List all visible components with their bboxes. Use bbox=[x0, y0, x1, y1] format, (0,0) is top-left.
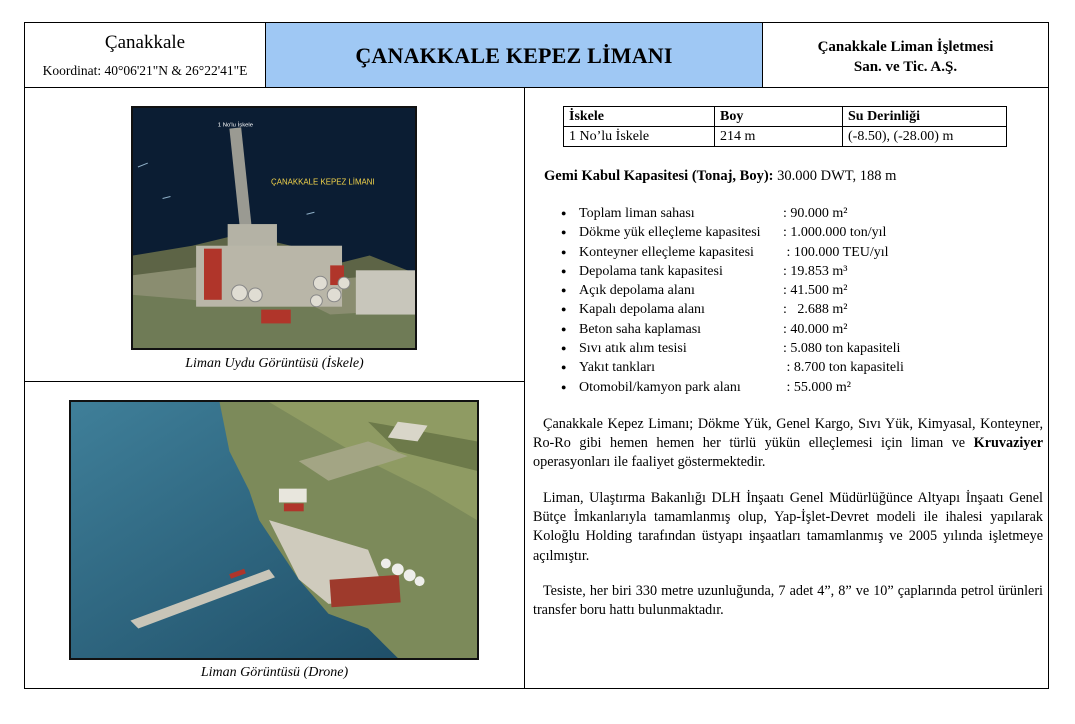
paragraph-bold-text: Kruvaziyer bbox=[973, 435, 1043, 452]
fact-label: Depolama tank kapasitesi bbox=[579, 263, 723, 279]
description-paragraph-1 bbox=[533, 415, 1043, 473]
list-item bbox=[561, 223, 904, 242]
satellite-image bbox=[131, 106, 417, 350]
list-item bbox=[561, 320, 904, 339]
fact-value: : 5.080 ton kapasiteli bbox=[783, 341, 901, 357]
list-item bbox=[561, 281, 904, 300]
document-frame bbox=[24, 22, 1049, 689]
fact-value: : 41.500 m² bbox=[783, 283, 848, 299]
fact-label: Otomobil/kamyon park alanı bbox=[579, 379, 741, 395]
table-row bbox=[564, 127, 1007, 147]
fact-label: Yakıt tankları bbox=[579, 360, 655, 376]
description-paragraph-2: Liman, Ulaştırma Bakanlığı DLH İnşaatı Genel Müdürlüğünce Altyapı İnşaatı Genel Bütçe İmkanlarıyla tamamlanmış olup, Yap-İşlet-Devret modeli ile ihalesi yapılarak Koloğlu Holding tarafından üstyapı inşaatları tamamlanmış ve 2005 yılında işletmeye açılmıştır. bbox=[533, 490, 1043, 564]
satellite-graphic bbox=[133, 108, 415, 348]
coordinates: Koordinat: 40°06'21"N & 26°22'41"E bbox=[42, 63, 248, 78]
operator-line-1: Çanakkale Liman İşletmesi bbox=[817, 39, 994, 55]
facility-facts-list bbox=[561, 204, 904, 397]
list-item bbox=[561, 358, 904, 377]
satellite-cell bbox=[25, 88, 524, 382]
table-cell: (-8.50), (-28.00) m bbox=[843, 127, 1007, 147]
fact-label: Konteyner elleçleme kapasitesi bbox=[579, 244, 754, 260]
table-header: İskele bbox=[564, 107, 715, 127]
fact-label: Kapalı depolama alanı bbox=[579, 302, 705, 318]
fact-value: : 55.000 m² bbox=[783, 379, 851, 395]
fact-value: : 100.000 TEU/yıl bbox=[783, 244, 889, 260]
pier-spec-table bbox=[563, 106, 1007, 147]
fact-value: : 2.688 m² bbox=[783, 302, 848, 318]
fact-label: Sıvı atık alım tesisi bbox=[579, 341, 687, 357]
drone-cell bbox=[25, 382, 524, 688]
pier-label: 1 No'lu İskele bbox=[217, 122, 254, 129]
page-title: ÇANAKKALE KEPEZ LİMANI bbox=[266, 23, 762, 88]
satellite-caption: Liman Uydu Görüntüsü (İskele) bbox=[185, 356, 364, 371]
table-header: Su Derinliği bbox=[843, 107, 1007, 127]
drone-caption: Liman Görüntüsü (Drone) bbox=[200, 665, 349, 680]
drone-image bbox=[69, 400, 479, 660]
city-name: Çanakkale bbox=[104, 32, 186, 53]
list-item bbox=[561, 262, 904, 281]
fact-label: Beton saha kaplaması bbox=[579, 321, 702, 337]
drone-graphic bbox=[71, 402, 477, 658]
fact-value: : 19.853 m³ bbox=[783, 263, 848, 279]
fact-value: : 1.000.000 ton/yıl bbox=[783, 225, 887, 241]
description-paragraph-3: Tesiste, her biri 330 metre uzunluğunda, 7 adet 4”, 8” ve 10” çaplarında petrol ürünleri transfer boru hattı bulunmaktadır. bbox=[533, 583, 1043, 619]
list-item bbox=[561, 339, 904, 358]
operator-name bbox=[762, 23, 1048, 88]
fact-label: Açık depolama alanı bbox=[579, 283, 695, 299]
ship-capacity-value: 30.000 DWT, 188 m bbox=[773, 168, 897, 184]
paragraph-text: operasyonları ile faaliyet göstermektedir. bbox=[533, 454, 766, 471]
info-column bbox=[525, 88, 1048, 688]
operator-line-2: San. ve Tic. A.Ş. bbox=[853, 59, 958, 75]
table-header: Boy bbox=[715, 107, 843, 127]
image-column bbox=[25, 88, 525, 688]
list-item bbox=[561, 243, 904, 262]
ship-capacity bbox=[544, 168, 896, 185]
fact-value: : 8.700 ton kapasiteli bbox=[783, 360, 904, 376]
port-label: ÇANAKKALE KEPEZ LİMANI bbox=[271, 177, 375, 187]
table-cell: 214 m bbox=[715, 127, 843, 147]
ship-capacity-label: Gemi Kabul Kapasitesi (Tonaj, Boy): bbox=[544, 168, 774, 184]
fact-value: : 90.000 m² bbox=[783, 206, 848, 221]
fact-label: Toplam liman sahası bbox=[579, 206, 695, 221]
list-item bbox=[561, 204, 904, 223]
table-header-row bbox=[564, 107, 1007, 127]
header-location bbox=[25, 23, 266, 88]
fact-value: : 40.000 m² bbox=[783, 321, 848, 337]
list-item bbox=[561, 378, 904, 397]
list-item bbox=[561, 300, 904, 319]
fact-label: Dökme yük elleçleme kapasitesi bbox=[579, 225, 761, 241]
paragraph-text: Çanakkale Kepez Limanı; Dökme Yük, Genel Kargo, Sıvı Yük, Kimyasal, Konteyner, Ro-Ro gibi hemen hemen her türlü yükün elleçlemesi için liman ve bbox=[533, 416, 1043, 452]
table-cell: 1 No’lu İskele bbox=[564, 127, 715, 147]
